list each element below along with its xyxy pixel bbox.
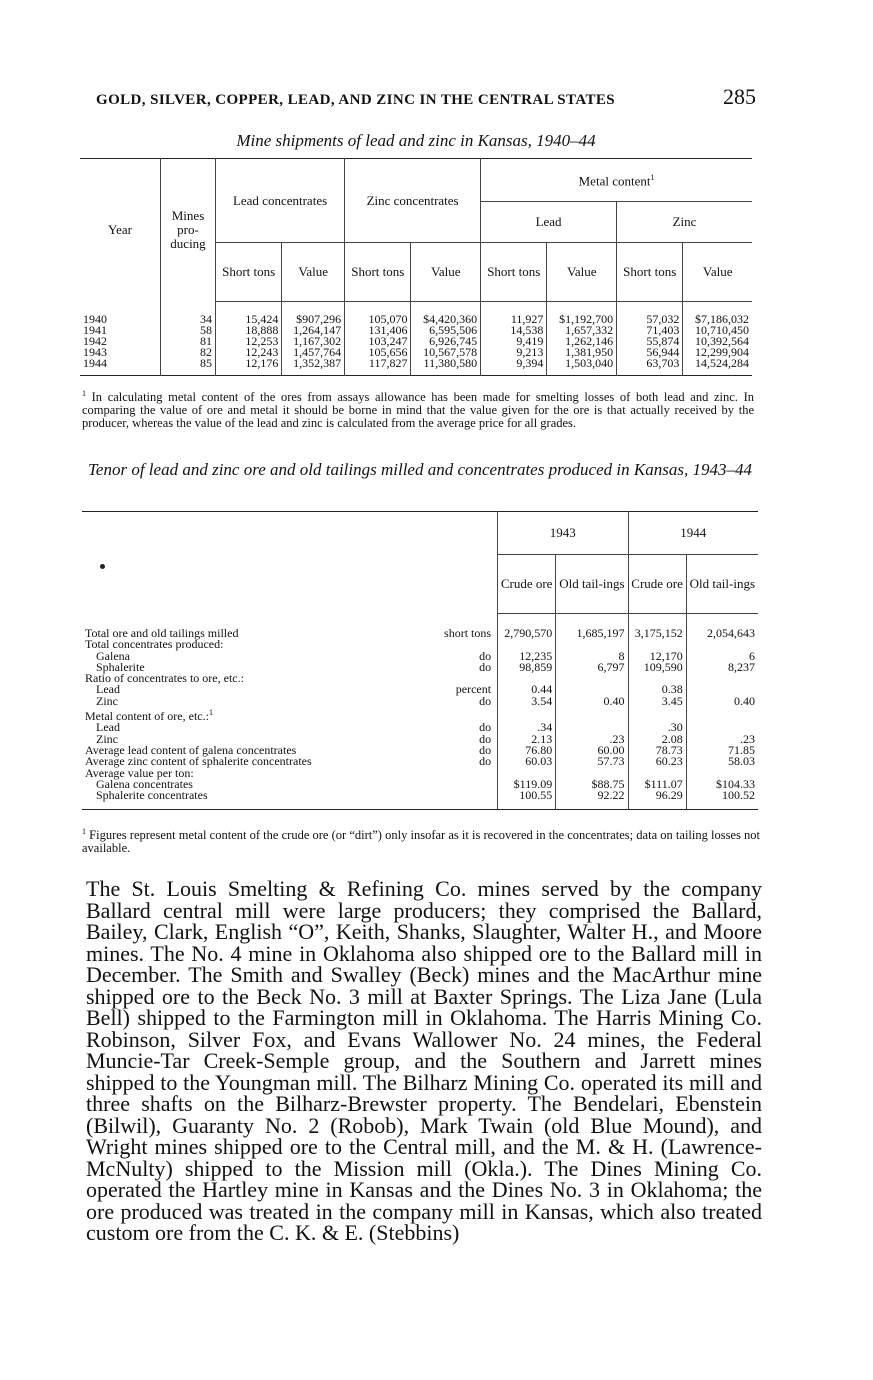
cell [686, 707, 758, 722]
cell: 117,827 [345, 358, 411, 376]
col-zinc-value: Value [683, 243, 752, 302]
cell: 10,567,578 [411, 347, 481, 358]
row-label: Lead [96, 720, 120, 735]
cell-year: 1941 [83, 323, 107, 337]
cell: 60.00 [556, 745, 628, 756]
cell: 2.08 [628, 734, 686, 745]
cell: 1,657,332 [547, 325, 617, 336]
cell-mines: 85 [161, 358, 216, 376]
table-row [82, 684, 758, 695]
cell: 1,457,764 [282, 347, 345, 358]
footnote-text: In calculating metal content of the ores from assays allowance has been made for smelting losses of both lead and zinc. In comparing the value of ore and metal it should be borne in mind that the value given for the ore is that actually received by the producer, whereas the value of the lead and zinc is calculated from the average price for all grades. [82, 390, 754, 431]
cell: 56,944 [617, 347, 683, 358]
cell: 131,406 [345, 325, 411, 336]
cell: 2,790,570 [498, 614, 556, 640]
page-number: 285 [723, 84, 756, 109]
cell: 9,213 [481, 347, 547, 358]
col-metal-content [481, 159, 752, 202]
row-label: Zinc [96, 731, 118, 746]
cell: 11,927 [481, 302, 547, 326]
row-label: Ratio of concentrates to ore, etc.: [85, 671, 244, 686]
cell: 6 [686, 651, 758, 662]
cell: 0.40 [556, 696, 628, 707]
col-1943: 1943 [498, 512, 628, 555]
cell: 3,175,152 [628, 614, 686, 640]
cell [686, 639, 758, 650]
cell: 2.13 [498, 734, 556, 745]
table1-footnote [82, 387, 754, 430]
cell: 60.03 [498, 756, 556, 767]
cell: 1,167,302 [282, 336, 345, 347]
cell: 10,392,564 [683, 336, 752, 347]
col-mines-producing: Mines pro-ducing [161, 159, 216, 302]
cell: 18,888 [216, 325, 282, 336]
cell: 98,859 [498, 662, 556, 673]
cell: $907,296 [282, 302, 345, 326]
table-row [80, 302, 752, 326]
tenor-table [82, 511, 758, 810]
row-label: Galena concentrates [96, 776, 193, 791]
row-label: Average lead content of galena concentrates [85, 742, 297, 757]
cell: 109,590 [628, 662, 686, 673]
row-unit: percent [455, 682, 492, 697]
cell: 1,685,197 [556, 614, 628, 640]
col-zinc-tons: Short tons [617, 243, 683, 302]
cell: 12,235 [498, 651, 556, 662]
cell-mines: 34 [161, 302, 216, 326]
cell: .23 [686, 734, 758, 745]
metal-content-note: 1 [650, 173, 655, 183]
row-label: Zinc [96, 693, 118, 708]
running-head [96, 84, 756, 110]
col-zinc-conc-tons: Short tons [345, 243, 411, 302]
cell: $111.07 [628, 779, 686, 790]
cell: .30 [628, 722, 686, 733]
cell: 8 [556, 651, 628, 662]
row-unit: short tons [444, 625, 492, 640]
cell: 1,352,387 [282, 358, 345, 376]
col-1943-crude: Crude ore [498, 555, 556, 614]
col-lead-tons: Short tons [481, 243, 547, 302]
cell: 57,032 [617, 302, 683, 326]
row-label [82, 707, 416, 722]
cell: 6,797 [556, 662, 628, 673]
cell: 14,524,284 [683, 358, 752, 376]
col-zinc-concentrates: Zinc concentrates [345, 159, 481, 243]
col-metal-zinc: Zinc [617, 202, 752, 243]
cell: 12,170 [628, 651, 686, 662]
cell: $1,192,700 [547, 302, 617, 326]
cell-year: 1942 [83, 334, 107, 348]
row-label: Total ore and old tailings milled [85, 625, 239, 640]
row-label: Galena [96, 648, 130, 663]
cell: $4,420,360 [411, 302, 481, 326]
footnote-mark: 1 [82, 827, 86, 836]
row-label: Total concentrates produced: [85, 637, 224, 652]
col-1944-crude: Crude ore [628, 555, 686, 614]
row-unit: do [479, 742, 492, 757]
table-row [82, 614, 758, 640]
cell-mines: 58 [161, 325, 216, 336]
cell: 12,243 [216, 347, 282, 358]
table-row [80, 358, 752, 376]
col-lead-conc-value: Value [282, 243, 345, 302]
row-label: Sphalerite [96, 659, 145, 674]
col-metal-lead: Lead [481, 202, 617, 243]
cell: 3.45 [628, 696, 686, 707]
cell [556, 639, 628, 650]
row-label-note: 1 [208, 708, 213, 718]
row-unit [416, 779, 497, 790]
cell: $119.09 [498, 779, 556, 790]
col-year: Year [108, 222, 132, 238]
cell: 6,926,745 [411, 336, 481, 347]
table-row [82, 722, 758, 733]
cell: 3.54 [498, 696, 556, 707]
cell-mines: 82 [161, 347, 216, 358]
cell: 1,264,147 [282, 325, 345, 336]
cell: 63,703 [617, 358, 683, 376]
cell: 6,595,506 [411, 325, 481, 336]
cell: 100.55 [498, 790, 556, 810]
row-label: Lead [96, 682, 120, 697]
row-label-text: Metal content of ore, etc.: [85, 709, 209, 724]
cell: 0.40 [686, 696, 758, 707]
cell: 1,381,950 [547, 347, 617, 358]
footnote-mark: 1 [82, 389, 86, 398]
row-unit [416, 768, 497, 779]
row-label: Sphalerite concentrates [96, 788, 208, 803]
cell: 71,403 [617, 325, 683, 336]
cell: 12,253 [216, 336, 282, 347]
row-unit: do [479, 754, 492, 769]
table2-caption: Tenor of lead and zinc ore and old tailings milled and concentrates produced in Kansas, 1943–44 [88, 460, 752, 479]
table-row [82, 696, 758, 707]
cell: 10,710,450 [683, 325, 752, 336]
cell: 14,538 [481, 325, 547, 336]
footnote-text: Figures represent metal content of the crude ore (or “dirt”) only insofar as it is recovered in the concentrates; data on tailing losses not available. [82, 828, 760, 856]
cell: 58.03 [686, 756, 758, 767]
cell: 9,394 [481, 358, 547, 376]
cell: 57.73 [556, 756, 628, 767]
cell: .23 [556, 734, 628, 745]
cell-year: 1940 [83, 311, 107, 326]
table1-caption: Mine shipments of lead and zinc in Kansas, 1940–44 [236, 131, 596, 150]
cell: $88.75 [556, 779, 628, 790]
cell: 92.22 [556, 790, 628, 810]
cell: 105,656 [345, 347, 411, 358]
cell: 15,424 [216, 302, 282, 326]
col-lead-conc-tons: Short tons [216, 243, 282, 302]
col-1943-tailings: Old tail-ings [556, 555, 628, 614]
cell: 1,503,040 [547, 358, 617, 376]
table-row [82, 673, 758, 684]
row-unit: do [479, 648, 492, 663]
metal-content-label: Metal content [578, 173, 651, 189]
cell: 12,299,904 [683, 347, 752, 358]
cell: 78.73 [628, 745, 686, 756]
mine-shipments-table [80, 158, 752, 376]
col-lead-value: Value [547, 243, 617, 302]
cell: 76.80 [498, 745, 556, 756]
cell: 71.85 [686, 745, 758, 756]
col-1944: 1944 [628, 512, 758, 555]
cell: 12,176 [216, 358, 282, 376]
cell: 0.38 [628, 684, 686, 695]
row-unit [416, 790, 497, 810]
cell [686, 673, 758, 684]
cell [556, 673, 628, 684]
table2-footnote [82, 825, 760, 855]
cell-year: 1943 [83, 345, 107, 359]
row-label: Average value per ton: [85, 765, 194, 780]
row-unit: do [479, 659, 492, 674]
body-paragraph: The St. Louis Smelting & Refining Co. mines served by the company Ballard central mill were large producers; they comprised the Ballard, Bailey, Clark, English “O”, Keith, Shanks, Slaughter, Walter H., and Moore mines. The No. 4 mine in Oklahoma also shipped ore to the Ballard mill in December. The Smith and Swalley (Beck) mines and the MacArthur mine shipped ore to the Beck No. 3 mill at Baxter Springs. The Liza Jane (Lula Bell) shipped to the Farmington mill in Oklahoma. The Harris Mining Co. Robinson, Silver Fox, and Evans Wallower No. 24 mines, the Federal Muncie-Tar Creek-Semple group, and the Southern and Jarrett mines shipped to the Youngman mill. The Bilharz Mining Co. operated its mill and three shafts on the Bilharz-Brewster property. The Bendelari, Ebenstein (Bilwil), Guaranty No. 2 (Robob), Mark Twain (old Blue Mound), and Wright mines shipped ore to the Central mill, and the M. & H. (Lawrence-McNulty) shipped to the Mission mill (Okla.). The Dines Mining Co. operated the Hartley mine in Kansas and the Dines No. 3 in Oklahoma; the ore produced was treated in the company mill in Kansas, which also treated custom ore from the C. K. & E. (Stebbins) [86, 876, 762, 1245]
cell: 105,070 [345, 302, 411, 326]
cell: 9,419 [481, 336, 547, 347]
cell: 1,262,146 [547, 336, 617, 347]
cell-year: 1944 [83, 356, 107, 370]
row-label: Average zinc content of sphalerite concentrates [85, 754, 312, 769]
running-head-title: GOLD, SILVER, COPPER, LEAD, AND ZINC IN THE CENTRAL STATES [96, 92, 616, 108]
col-zinc-conc-value: Value [411, 243, 481, 302]
col-1944-tailings: Old tail-ings [686, 555, 758, 614]
cell: 96.29 [628, 790, 686, 810]
cell: 60.23 [628, 756, 686, 767]
col-lead-concentrates: Lead concentrates [216, 159, 345, 243]
cell: 100.52 [686, 790, 758, 810]
row-unit: do [479, 731, 492, 746]
cell: .34 [498, 722, 556, 733]
cell: 2,054,643 [686, 614, 758, 640]
cell [556, 707, 628, 722]
row-unit: do [479, 693, 492, 708]
cell: $104.33 [686, 779, 758, 790]
table-row [82, 707, 758, 722]
cell: 103,247 [345, 336, 411, 347]
cell: 11,380,580 [411, 358, 481, 376]
table-row [82, 790, 758, 810]
cell: 55,874 [617, 336, 683, 347]
cell: $7,186,032 [683, 302, 752, 326]
cell: 8,237 [686, 662, 758, 673]
cell-mines: 81 [161, 336, 216, 347]
cell: 0.44 [498, 684, 556, 695]
col-description [82, 512, 498, 614]
row-unit: do [479, 720, 492, 735]
